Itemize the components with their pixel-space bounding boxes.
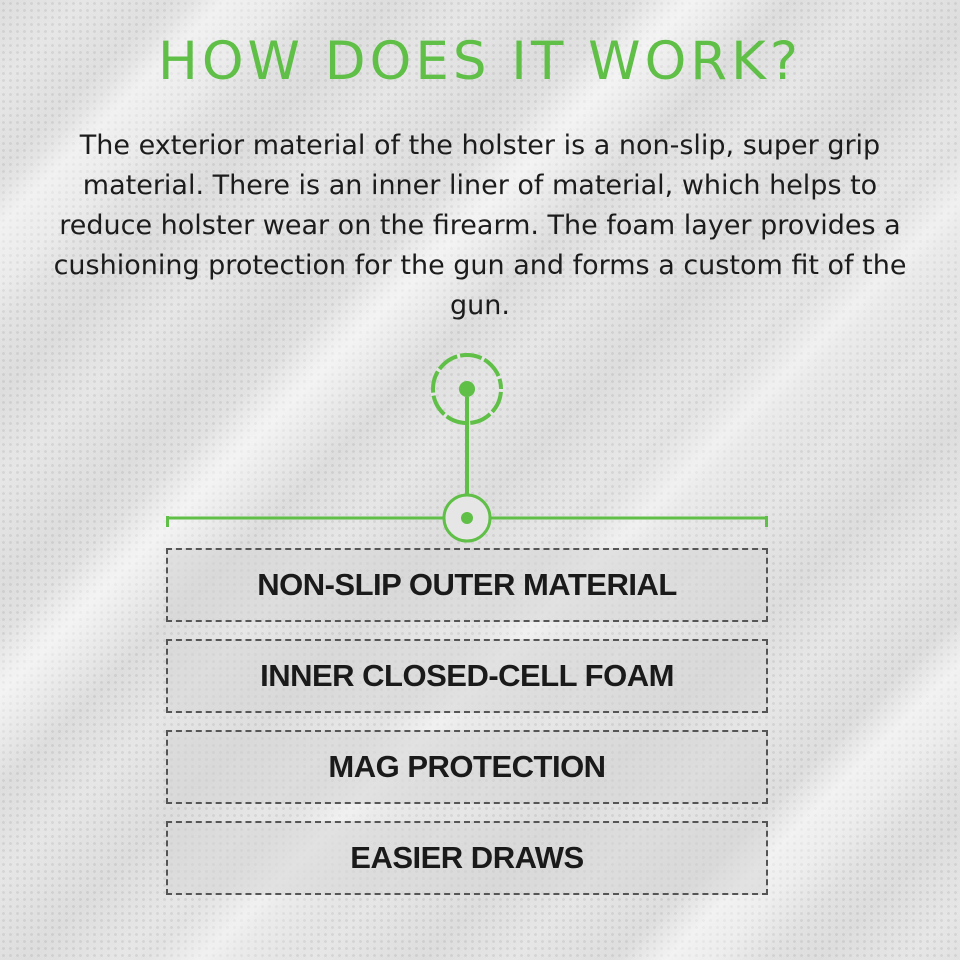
layer-item: NON-SLIP OUTER MATERIAL bbox=[166, 548, 768, 622]
layer-item: INNER CLOSED-CELL FOAM bbox=[166, 639, 768, 713]
layer-list bbox=[166, 548, 768, 895]
target-circle-small-icon bbox=[444, 495, 490, 541]
layer-item: EASIER DRAWS bbox=[166, 821, 768, 895]
layer-item: MAG PROTECTION bbox=[166, 730, 768, 804]
description-text: The exterior material of the holster is a non-slip, super grip material. There is an inner liner of material, which helps to reduce holster wear on the firearm. The foam layer provides a cushioning protection for the gun and forms a custom fit of the gun. bbox=[53, 130, 907, 321]
page-title: HOW DOES IT WORK? bbox=[157, 31, 802, 92]
